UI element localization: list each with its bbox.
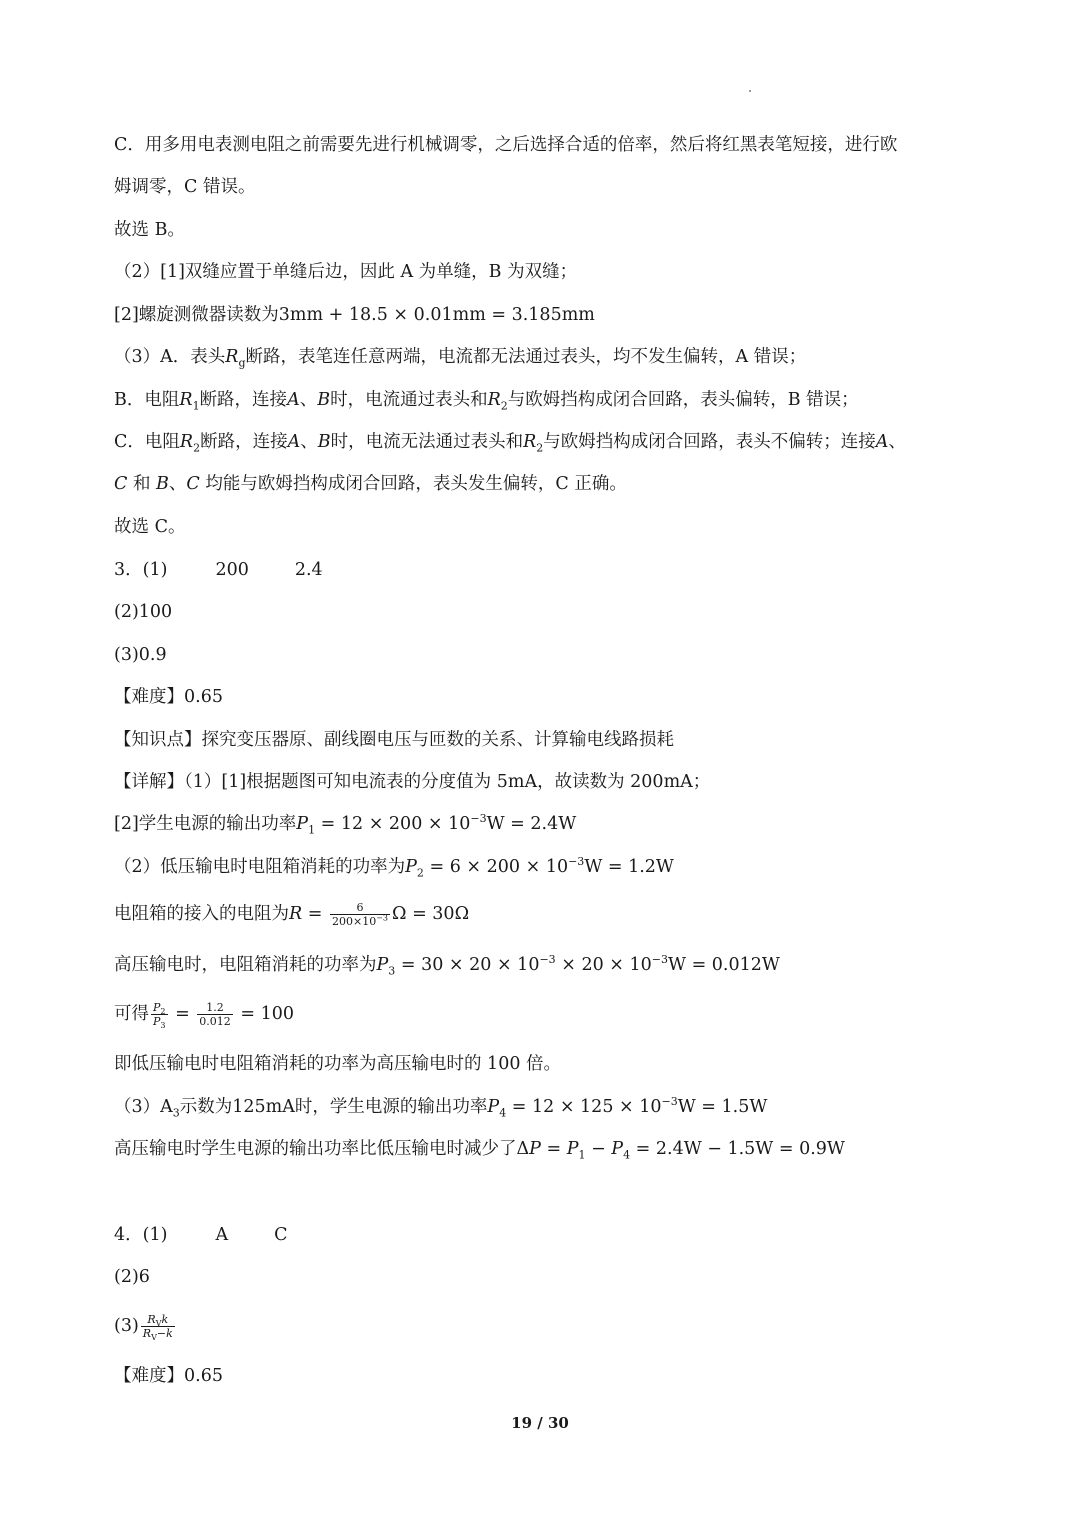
text-line: (2)100	[114, 602, 173, 622]
math-expression: = 30 × 20 × 10	[395, 955, 540, 975]
math-expression: × 20 × 10	[555, 955, 652, 975]
answer-value: 200	[215, 560, 249, 580]
text-fragment: [2]学生电源的输出功率	[114, 814, 297, 834]
text-fragment: 电阻箱的接入的电阻为	[114, 904, 289, 924]
text-line: C．电阻$R_2$断路，连接A、B时，电流无法通过表头和$R_2$与欧姆挡构成闭合回路，表头不偏转；连接A、	[114, 432, 906, 455]
text-fragment: 断路，连接	[200, 432, 288, 452]
math-expression: W = 1.5W	[677, 1097, 768, 1117]
answer-label: 3．(1)	[114, 560, 168, 580]
math-expression: = 2.4W − 1.5W = 0.9W	[630, 1139, 845, 1159]
text-fragment: [2]螺旋测微器读数为	[114, 305, 279, 325]
text-line	[114, 1221, 980, 1249]
text-fragment: 与欧姆挡构成闭合回路，表头不偏转；连接	[543, 432, 876, 452]
text-line: （3）A．表头$R_g$断路，表笔连任意两端，电流都无法通过表头，均不发生偏转，A 错误；	[114, 347, 807, 370]
math-expression: Ω = 30Ω	[392, 904, 470, 924]
page-number: 19 / 30	[511, 1414, 569, 1432]
answer-value: 2.4	[294, 560, 323, 580]
text-line	[114, 1312, 980, 1343]
text-line: 姆调零，C 错误。	[114, 177, 256, 197]
fraction: $\frac{6}{200\times 10^{-3}}$	[331, 901, 388, 928]
text-line	[114, 301, 980, 329]
math-expression: = 12 × 125 × 10	[506, 1097, 662, 1117]
math-expression: = 6 × 200 × 10	[423, 857, 569, 877]
answer-value: A	[215, 1225, 229, 1245]
text-fragment: C．电阻	[114, 432, 180, 452]
text-line: 即低压输电时电阻箱消耗的功率为高压输电时的 100 倍。	[114, 1054, 562, 1074]
text-line: C 和 B、C 均能与欧姆挡构成闭合回路，表头发生偏转，C 正确。	[114, 474, 627, 494]
text-line: 故选 B。	[114, 220, 185, 240]
text-line: 电阻箱的接入的电阻为R = $\frac{6}{200\times 10^{-3}}$ Ω = 30Ω	[114, 901, 470, 928]
text-line: 【知识点】探究变压器原、副线圈电压与匝数的关系、计算输电线路损耗	[114, 730, 674, 750]
text-line: 【详解】（1）[1]根据题图可知电流表的分度值为 5mA，故读数为 200mA；	[114, 772, 711, 792]
fraction: $\frac{R_Vk}{R_V-k}$	[142, 1313, 173, 1343]
text-fragment: （2）低压输电时电阻箱消耗的功率为	[114, 857, 406, 877]
text-fragment: 高压输电时学生电源的输出功率比低压输电时减少了	[114, 1139, 517, 1159]
text-line: （2）[1]双缝应置于单缝后边，因此 A 为单缝，B 为双缝；	[114, 262, 578, 282]
fraction: $\frac{P_2}{P_3}$	[153, 1001, 166, 1031]
text-fragment: 高压输电时，电阻箱消耗的功率为	[114, 955, 377, 975]
text-fragment: 时，电流无法通过表头和	[330, 432, 524, 452]
text-line	[114, 556, 980, 584]
text-line: $(3)A_3$示数为125mA时，学生电源的输出功率$P_4 = 12 \times 125 \times 10^{-3}W = 1.5W$	[114, 1095, 768, 1120]
text-line: C．用多用电表测电阻之前需要先进行机械调零，之后选择合适的倍率，然后将红黑表笔短接，进行欧	[114, 135, 898, 155]
text-fragment: （3）A．表头	[114, 347, 226, 367]
answer-label: 4．(1)	[114, 1225, 168, 1245]
text-line: （2）低压输电时电阻箱消耗的功率为$P_2 = 6 \times 200 \times 10^{-3}W = 1.2W$	[114, 855, 674, 880]
text-fragment: 断路，表笔连任意两端，电流都无法通过表头，均不发生偏转，A 错误；	[245, 347, 807, 367]
math-expression: W = 1.2W	[584, 857, 674, 877]
text-fragment: 均能与欧姆挡构成闭合回路，表头发生偏转，C 正确。	[205, 474, 627, 494]
text-fragment: （3）	[114, 1097, 161, 1117]
math-expression: = 100	[234, 1004, 294, 1024]
text-fragment: 示数为125mA时，学生电源的输出功率	[179, 1097, 488, 1117]
fraction: $\frac{1.2}{0.012}$	[199, 1001, 231, 1028]
text-line: B．电阻$R_1$断路，连接A、B时，电流通过表头和$R_2$与欧姆挡构成闭合回路，表头偏转，B 错误；	[114, 390, 859, 413]
text-fragment: 可得	[114, 1004, 149, 1024]
text-line: (3)0.9	[114, 645, 167, 665]
text-fragment: 时，电流通过表头和	[330, 390, 488, 410]
text-fragment: 与欧姆挡构成闭合回路，表头偏转，B 错误；	[507, 390, 859, 410]
math-expression: 3mm + 18.5 × 0.01mm = 3.185mm	[278, 305, 595, 325]
text-line: 高压输电时学生电源的输出功率比低压输电时减少了$\Delta P = P_1 - P_4 = 2.4W - 1.5W = 0.9W$	[114, 1139, 845, 1162]
text-line: 可得 $\frac{P_2}{P_3}$ = $\frac{1.2}{0.012}$ = 100	[114, 1001, 294, 1031]
text-line: 高压输电时，电阻箱消耗的功率为$P_3 = 30 \times 20 \times 10^{-3} \times 20 \times 10^{-3}W = 0.012W$	[114, 953, 780, 978]
answer-label: (3)	[114, 1316, 139, 1336]
text-line: 故选 C。	[114, 517, 186, 537]
scan-speck	[749, 90, 751, 92]
text-line: 【难度】0.65	[114, 1366, 223, 1386]
text-fragment: 断路，连接	[199, 390, 288, 410]
text-line: (2)6	[114, 1267, 150, 1287]
text-line: [2]学生电源的输出功率$P_1 = 12 \times 200 \times 10^{-3}W = 2.4W$	[114, 812, 577, 837]
text-fragment: B．电阻	[114, 390, 180, 410]
text-line: 【难度】0.65	[114, 687, 223, 707]
math-expression: W = 0.012W	[668, 955, 780, 975]
math-expression: = 12 × 200 × 10	[315, 814, 471, 834]
math-expression: W = 2.4W	[486, 814, 577, 834]
answer-value: C	[274, 1225, 288, 1245]
